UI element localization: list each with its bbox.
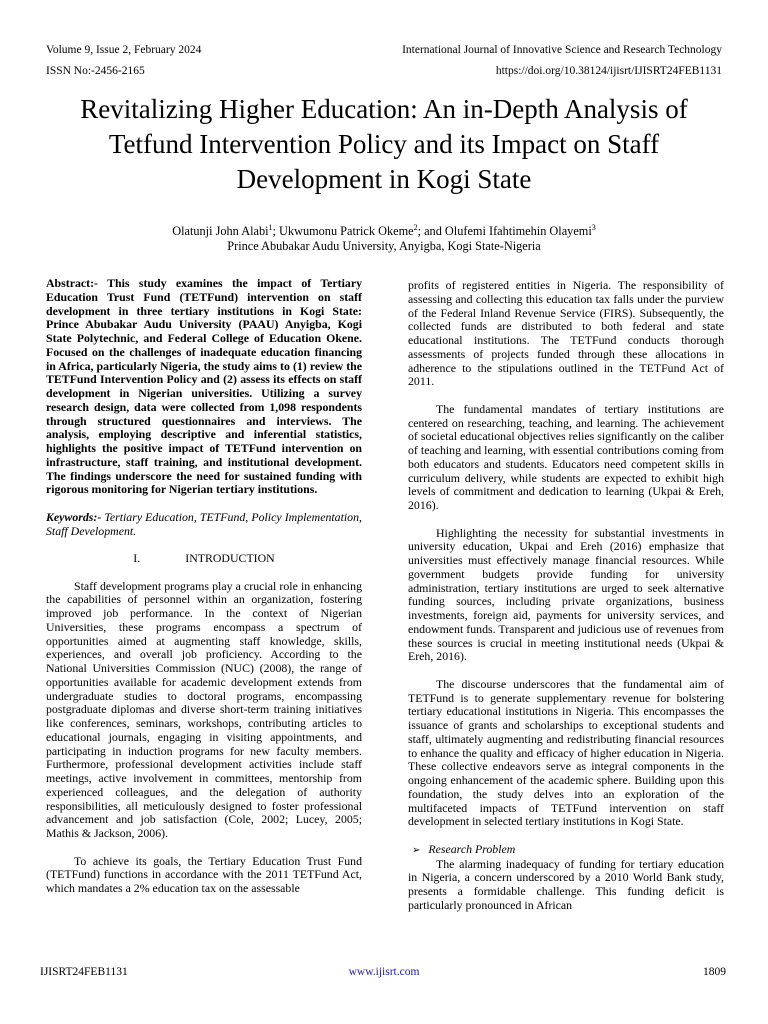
author-block xyxy=(40,220,728,254)
subsection-title: Research Problem xyxy=(428,841,516,856)
page-number: 1809 xyxy=(703,966,726,978)
author-1: Olatunji John Alabi xyxy=(172,224,269,239)
doi-link[interactable]: https://doi.org/10.38124/ijisrt/IJISRT24FEB1131 xyxy=(495,65,722,77)
subsection-heading-research-problem xyxy=(408,843,724,858)
section-title: INTRODUCTION xyxy=(185,551,275,565)
section-number: I. xyxy=(133,551,141,565)
paragraph: Highlighting the necessity for substantial investments in university education, Ukpai and Ereh (2016) emphasize that universities must effectively manage financial resources. While government budgets provide funding for university administration, tertiary institutions are urged to seek alternative funding sources, including private organizations, business investments, foreign aid, payments for university services, and endowment funds. Transparent and judicious use of revenues from these sources is crucial in meeting institutional needs (Ukpai & Ereh, 2016). xyxy=(408,525,724,664)
keywords-text: Tertiary Education, TETFund, Policy Implementation, Staff Development. xyxy=(46,509,362,538)
website-link[interactable]: www.ijisrt.com xyxy=(348,966,420,978)
author-2-affil: 2 xyxy=(413,223,418,232)
paragraph: To achieve its goals, the Tertiary Education Trust Fund (TETFund) functions in accordance with the 2011 TETFund Act, which mandates a 2% education tax on the assessable xyxy=(46,853,362,895)
paragraph: The discourse underscores that the fundamental aim of TETFund is to generate supplementary revenue for bolstering tertiary educational institutions in Nigeria. This encompasses the issuance of grants and scholarships to exceptional students and staff, ultimately augmenting and redistributing financial resources to enhance the quality and efficacy of higher education in Nigeria. These collective endeavors serve as integral components in the ongoing enhancement of the academic sphere. Building upon this foundation, the study delves into an exploration of the multifaceted impacts of TETFund intervention on staff development in selected tertiary institutions in Kogi State. xyxy=(408,676,724,829)
arrow-bullet-icon: ➢ xyxy=(412,844,421,856)
paragraph: The fundamental mandates of tertiary institutions are centered on researching, teaching, and learning. The achievement of societal educational objectives relies significantly on the caliber of teaching and learning, with essential contributions coming from both educators and students. Educators need competent skills in curriculum delivery, while students are expected to exhibit high levels of commitment and dedication to learning (Ukpai & Ereh, 2016). xyxy=(408,401,724,512)
issn: ISSN No:-2456-2165 xyxy=(46,65,145,77)
paragraph: The alarming inadequacy of funding for tertiary education in Nigeria, a concern underscored by a 2010 World Bank study, presents a formidable challenge. This funding deficit is particularly pronounced in African xyxy=(408,856,724,912)
paper-id: IJISRT24FEB1131 xyxy=(40,966,128,978)
author-2: ; Ukwumonu Patrick Okeme xyxy=(272,224,414,239)
paragraph: profits of registered entities in Nigeria. The responsibility of assessing and collecting this education tax falls under the purview of the Federal Inland Revenue Service (FIRS). Subsequently, the collected funds are distributed to both federal and state educational institutions. The TETFund conducts thorough assessments of projects funded through these allocations in adherence to the stipulations outlined in the TETFund Act of 2011. xyxy=(408,278,724,389)
right-column xyxy=(408,279,724,913)
keywords xyxy=(46,511,362,539)
keywords-label: Keywords:- xyxy=(46,509,102,524)
author-3-affil: 3 xyxy=(591,223,596,232)
journal-name: International Journal of Innovative Science and Research Technology xyxy=(402,44,722,56)
author-1-affil: 1 xyxy=(268,223,273,232)
left-column xyxy=(46,277,362,896)
paper-title: Revitalizing Higher Education: An in-Depth Analysis of Tetfund Intervention Policy and its Impact on Staff Development in Kogi State xyxy=(80,94,688,194)
section-heading-introduction xyxy=(46,552,362,566)
paragraph: Staff development programs play a crucial role in enhancing the capabilities of personnel within an organization, fostering improved job performance. In the context of Nigerian Universities, these programs encompass a spectrum of opportunities aimed at augmenting staff knowledge, skills, experiences, and overall job proficiency. According to the National Universities Commission (NUC) (2008), the range of opportunities available for academic development extends from undergraduate studies to doctoral programs, encompassing postgraduate diplomas and diverse short-term training initiatives like conferences, seminars, workshops, contributing articles to educational journals, engaging in visiting appointments, and participating in induction programs for new faculty members. Furthermore, professional development activities include staff meetings, active involvement in committees, mentorship from experienced colleagues, and the delegation of authority responsibilities, all meticulously designed to foster professional advancement and job satisfaction (Cole, 2002; Lucey, 2005; Mathis & Jackson, 2006). xyxy=(46,578,362,840)
author-3: ; and Olufemi Ifahtimehin Olayemi xyxy=(417,224,592,239)
author-list xyxy=(40,220,728,239)
affiliation: Prince Abubakar Audu University, Anyigba, Kogi State-Nigeria xyxy=(227,239,541,254)
abstract: Abstract:- This study examines the impact of Tertiary Education Trust Fund (TETFund) intervention on staff development in three tertiary institutions in Kogi State: Prince Abubakar Audu University (PAAU) Anyigba, Kogi State Polytechnic, and Federal College of Education Okene. Focused on the challenges of inadequate education financing in Africa, particularly Nigeria, the study aims to (1) review the TETFund Intervention Policy and (2) assess its effects on staff development in Nigerian universities. Utilizing a survey research design, data were collected from 1,098 respondents through structured questionnaires and interviews. The analysis, employing descriptive and inferential statistics, highlights the positive impact of TETFund intervention on infrastructure, staff training, and institutional development. The findings underscore the need for sustained funding with rigorous monitoring for Nigerian tertiary institutions. xyxy=(46,276,362,497)
volume-info: Volume 9, Issue 2, February 2024 xyxy=(46,44,202,56)
